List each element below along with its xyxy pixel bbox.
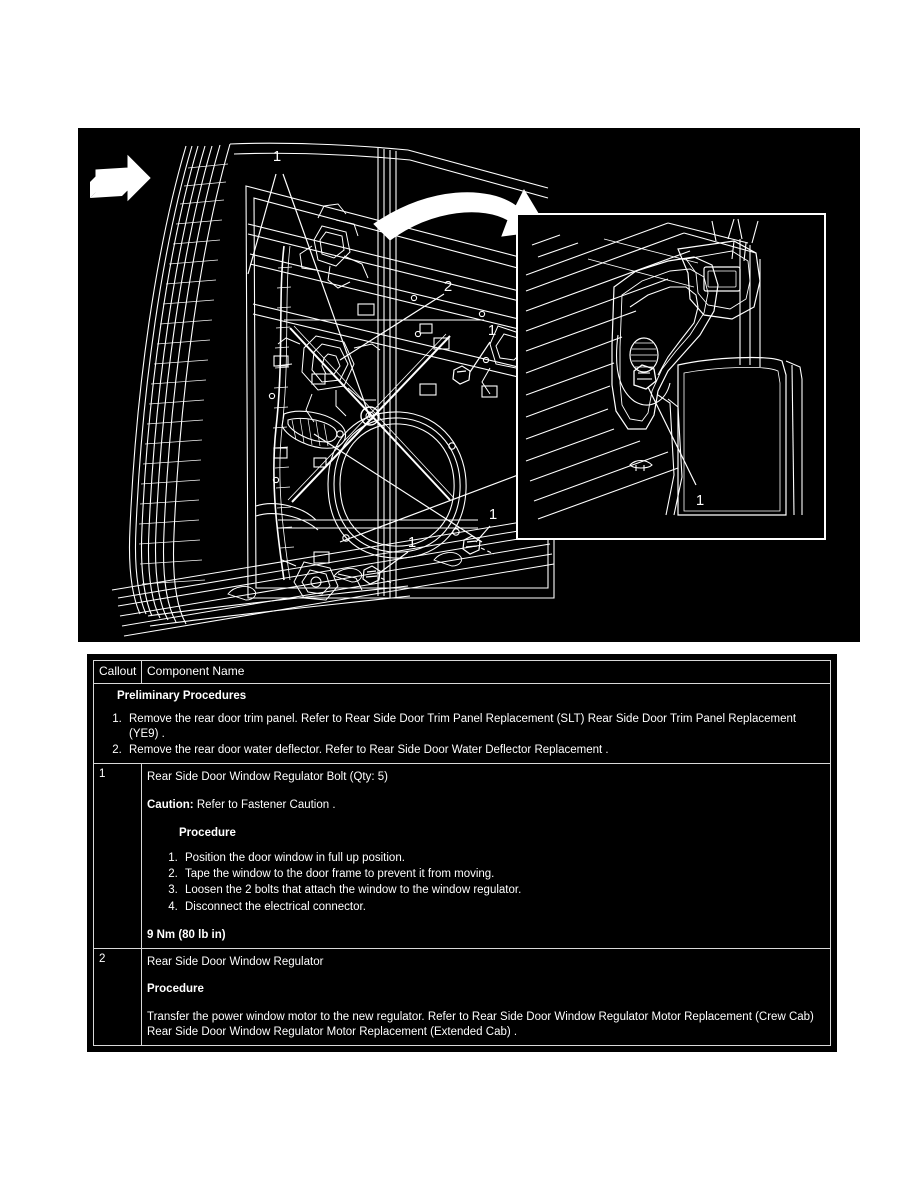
preliminary-steps-list bbox=[107, 712, 825, 759]
procedure-text-2: Transfer the power window motor to the new regulator. Refer to Rear Side Door Window Regulator Motor Replacement (Crew Cab) Rear Side Door Window Regulator Motor Replacement (Extended Cab) . bbox=[147, 1011, 814, 1039]
procedure-title-1: Procedure bbox=[179, 826, 236, 839]
procedure-title-2: Procedure bbox=[147, 983, 204, 996]
component-cell-2 bbox=[142, 948, 831, 1045]
callout-label-2-middle: 2 bbox=[443, 278, 453, 295]
inset-line-art bbox=[518, 215, 824, 538]
list-item: 2. Remove the rear door water deflector. Refer to Rear Side Door Water Deflector Replacement . bbox=[125, 743, 825, 758]
procedure-steps-list-1 bbox=[155, 851, 825, 915]
component-table-container bbox=[88, 655, 836, 1051]
list-item: 3. Loosen the 2 bolts that attach the window to the window regulator. bbox=[181, 883, 825, 898]
list-item: 4. Disconnect the electrical connector. bbox=[181, 900, 825, 915]
table-row-callout-2 bbox=[94, 948, 831, 1045]
caution-label: Caution: bbox=[147, 798, 194, 811]
callout-label-1-inset: 1 bbox=[695, 492, 705, 509]
caution-line-1 bbox=[147, 798, 825, 813]
component-illustration bbox=[78, 128, 860, 642]
column-header-component-name: Component Name bbox=[142, 661, 831, 684]
list-item: 1. Position the door window in full up position. bbox=[181, 851, 825, 866]
component-table bbox=[93, 660, 831, 1046]
component-name-2: Rear Side Door Window Regulator bbox=[147, 955, 324, 968]
component-cell-1 bbox=[142, 763, 831, 948]
list-item: 2. Tape the window to the door frame to prevent it from moving. bbox=[181, 867, 825, 882]
table-header-row bbox=[94, 661, 831, 684]
preliminary-procedures-title: Preliminary Procedures bbox=[117, 689, 247, 702]
component-name-1: Rear Side Door Window Regulator Bolt (Qty: 5) bbox=[147, 770, 388, 783]
callout-label-1-right: 1 bbox=[487, 322, 497, 339]
callout-label-1-lower: 1 bbox=[407, 534, 417, 551]
caution-text: Refer to Fastener Caution . bbox=[193, 798, 336, 811]
callout-label-1-bottom: 1 bbox=[488, 506, 498, 523]
callout-label-1-top: 1 bbox=[272, 148, 282, 165]
list-item: 1. Remove the rear door trim panel. Refer to Rear Side Door Trim Panel Replacement (SLT) Rear Side Door Trim Panel Replacement (YE9) . bbox=[125, 712, 825, 742]
table-row-callout-1 bbox=[94, 763, 831, 948]
preliminary-procedures-cell bbox=[94, 683, 831, 763]
inset-detail-panel bbox=[516, 213, 826, 540]
callout-number-1: 1 bbox=[94, 763, 142, 948]
table-row-preliminary bbox=[94, 683, 831, 763]
torque-specification-1: 9 Nm (80 lb in) bbox=[147, 928, 226, 941]
column-header-callout: Callout bbox=[94, 661, 142, 684]
callout-number-2: 2 bbox=[94, 948, 142, 1045]
